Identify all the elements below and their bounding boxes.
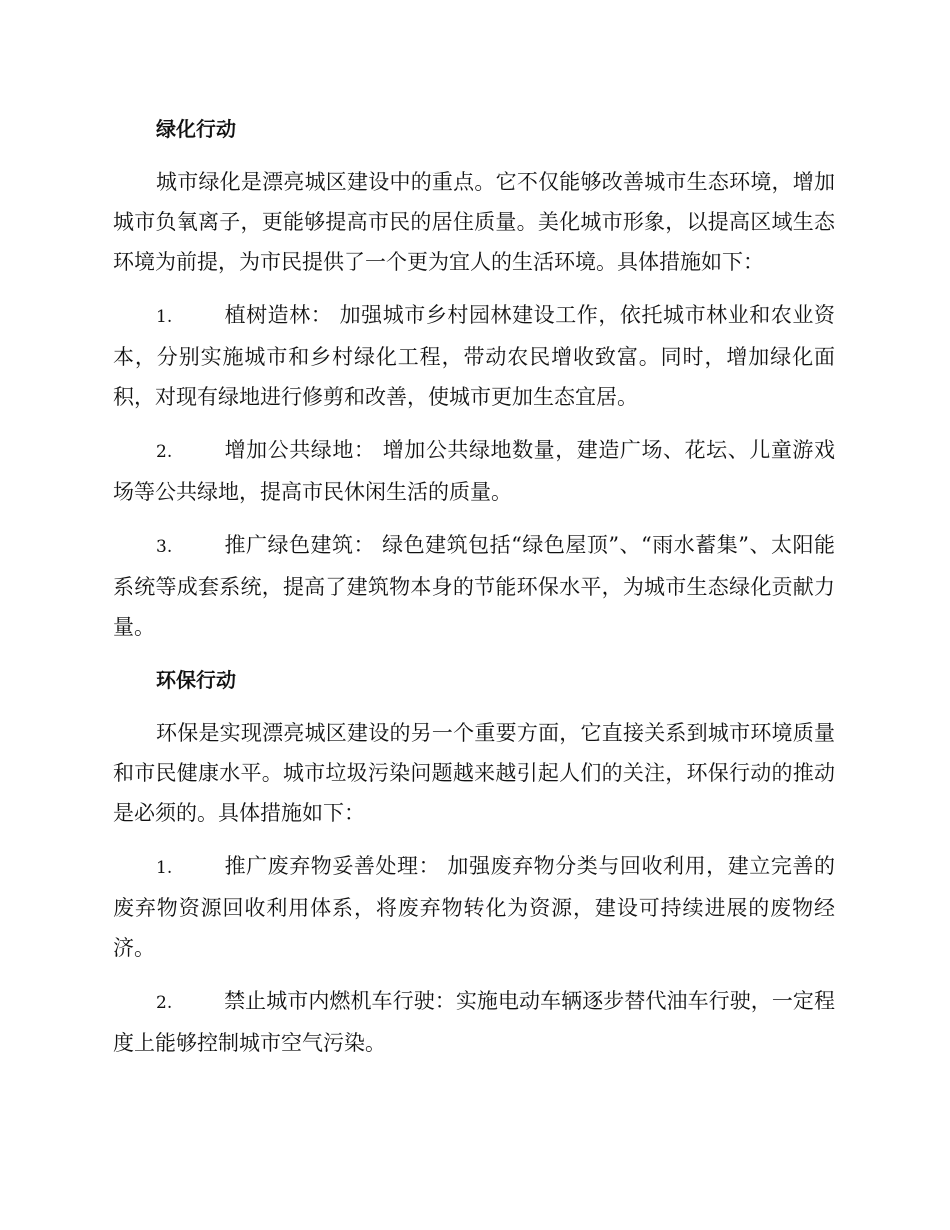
list-item-number: 2. xyxy=(156,442,173,462)
list-item-number: 1. xyxy=(156,858,173,878)
list-item-text: 增加公共绿地： 增加公共绿地数量，建造广场、花坛、儿童游戏场等公共绿地，提高市民休闲生活的质量。 xyxy=(113,438,835,504)
section-heading-greening: 绿化行动 xyxy=(156,117,236,141)
list-item-text: 禁止城市内燃机车行驶：实施电动车辆逐步替代油车行驶，一定程度上能够控制城市空气污染。 xyxy=(113,989,835,1055)
list-item-number: 1. xyxy=(156,307,173,327)
list-item xyxy=(113,846,835,968)
list-item-text: 推广废弃物妥善处理： 加强废弃物分类与回收利用，建立完善的废弃物资源回收利用体系，将废弃物转化为资源，建设可持续进展的废物经济。 xyxy=(113,854,835,960)
list-item xyxy=(113,430,835,512)
list-item xyxy=(113,525,835,647)
list-item xyxy=(113,295,835,417)
list-item-number: 2. xyxy=(156,993,173,1013)
list-item-text: 植树造林： 加强城市乡村园林建设工作，依托城市林业和农业资本，分别实施城市和乡村绿化工程，带动农民增收致富。同时，增加绿化面积，对现有绿地进行修剪和改善，使城市更加生态宜居。 xyxy=(113,303,835,409)
list-item-number: 3. xyxy=(156,537,173,557)
list-item xyxy=(113,981,835,1063)
section-intro-greening: 城市绿化是漂亮城区建设中的重点。它不仅能够改善城市生态环境，增加城市负氧离子，更能够提高市民的居住质量。美化城市形象，以提高区域生态环境为前提，为市民提供了一个更为宜人的生活环境。具体措施如下： xyxy=(113,170,835,274)
document-body xyxy=(113,109,835,1076)
section-heading-environment: 环保行动 xyxy=(156,668,236,692)
section-intro-environment: 环保是实现漂亮城区建设的另一个重要方面，它直接关系到城市环境质量和市民健康水平。城市垃圾污染问题越来越引起人们的关注，环保行动的推动是必须的。具体措施如下： xyxy=(113,721,835,825)
list-item-text: 推广绿色建筑： 绿色建筑包括“绿色屋顶”、“雨水蓄集”、太阳能系统等成套系统，提高了建筑物本身的节能环保水平，为城市生态绿化贡献力量。 xyxy=(113,533,835,639)
